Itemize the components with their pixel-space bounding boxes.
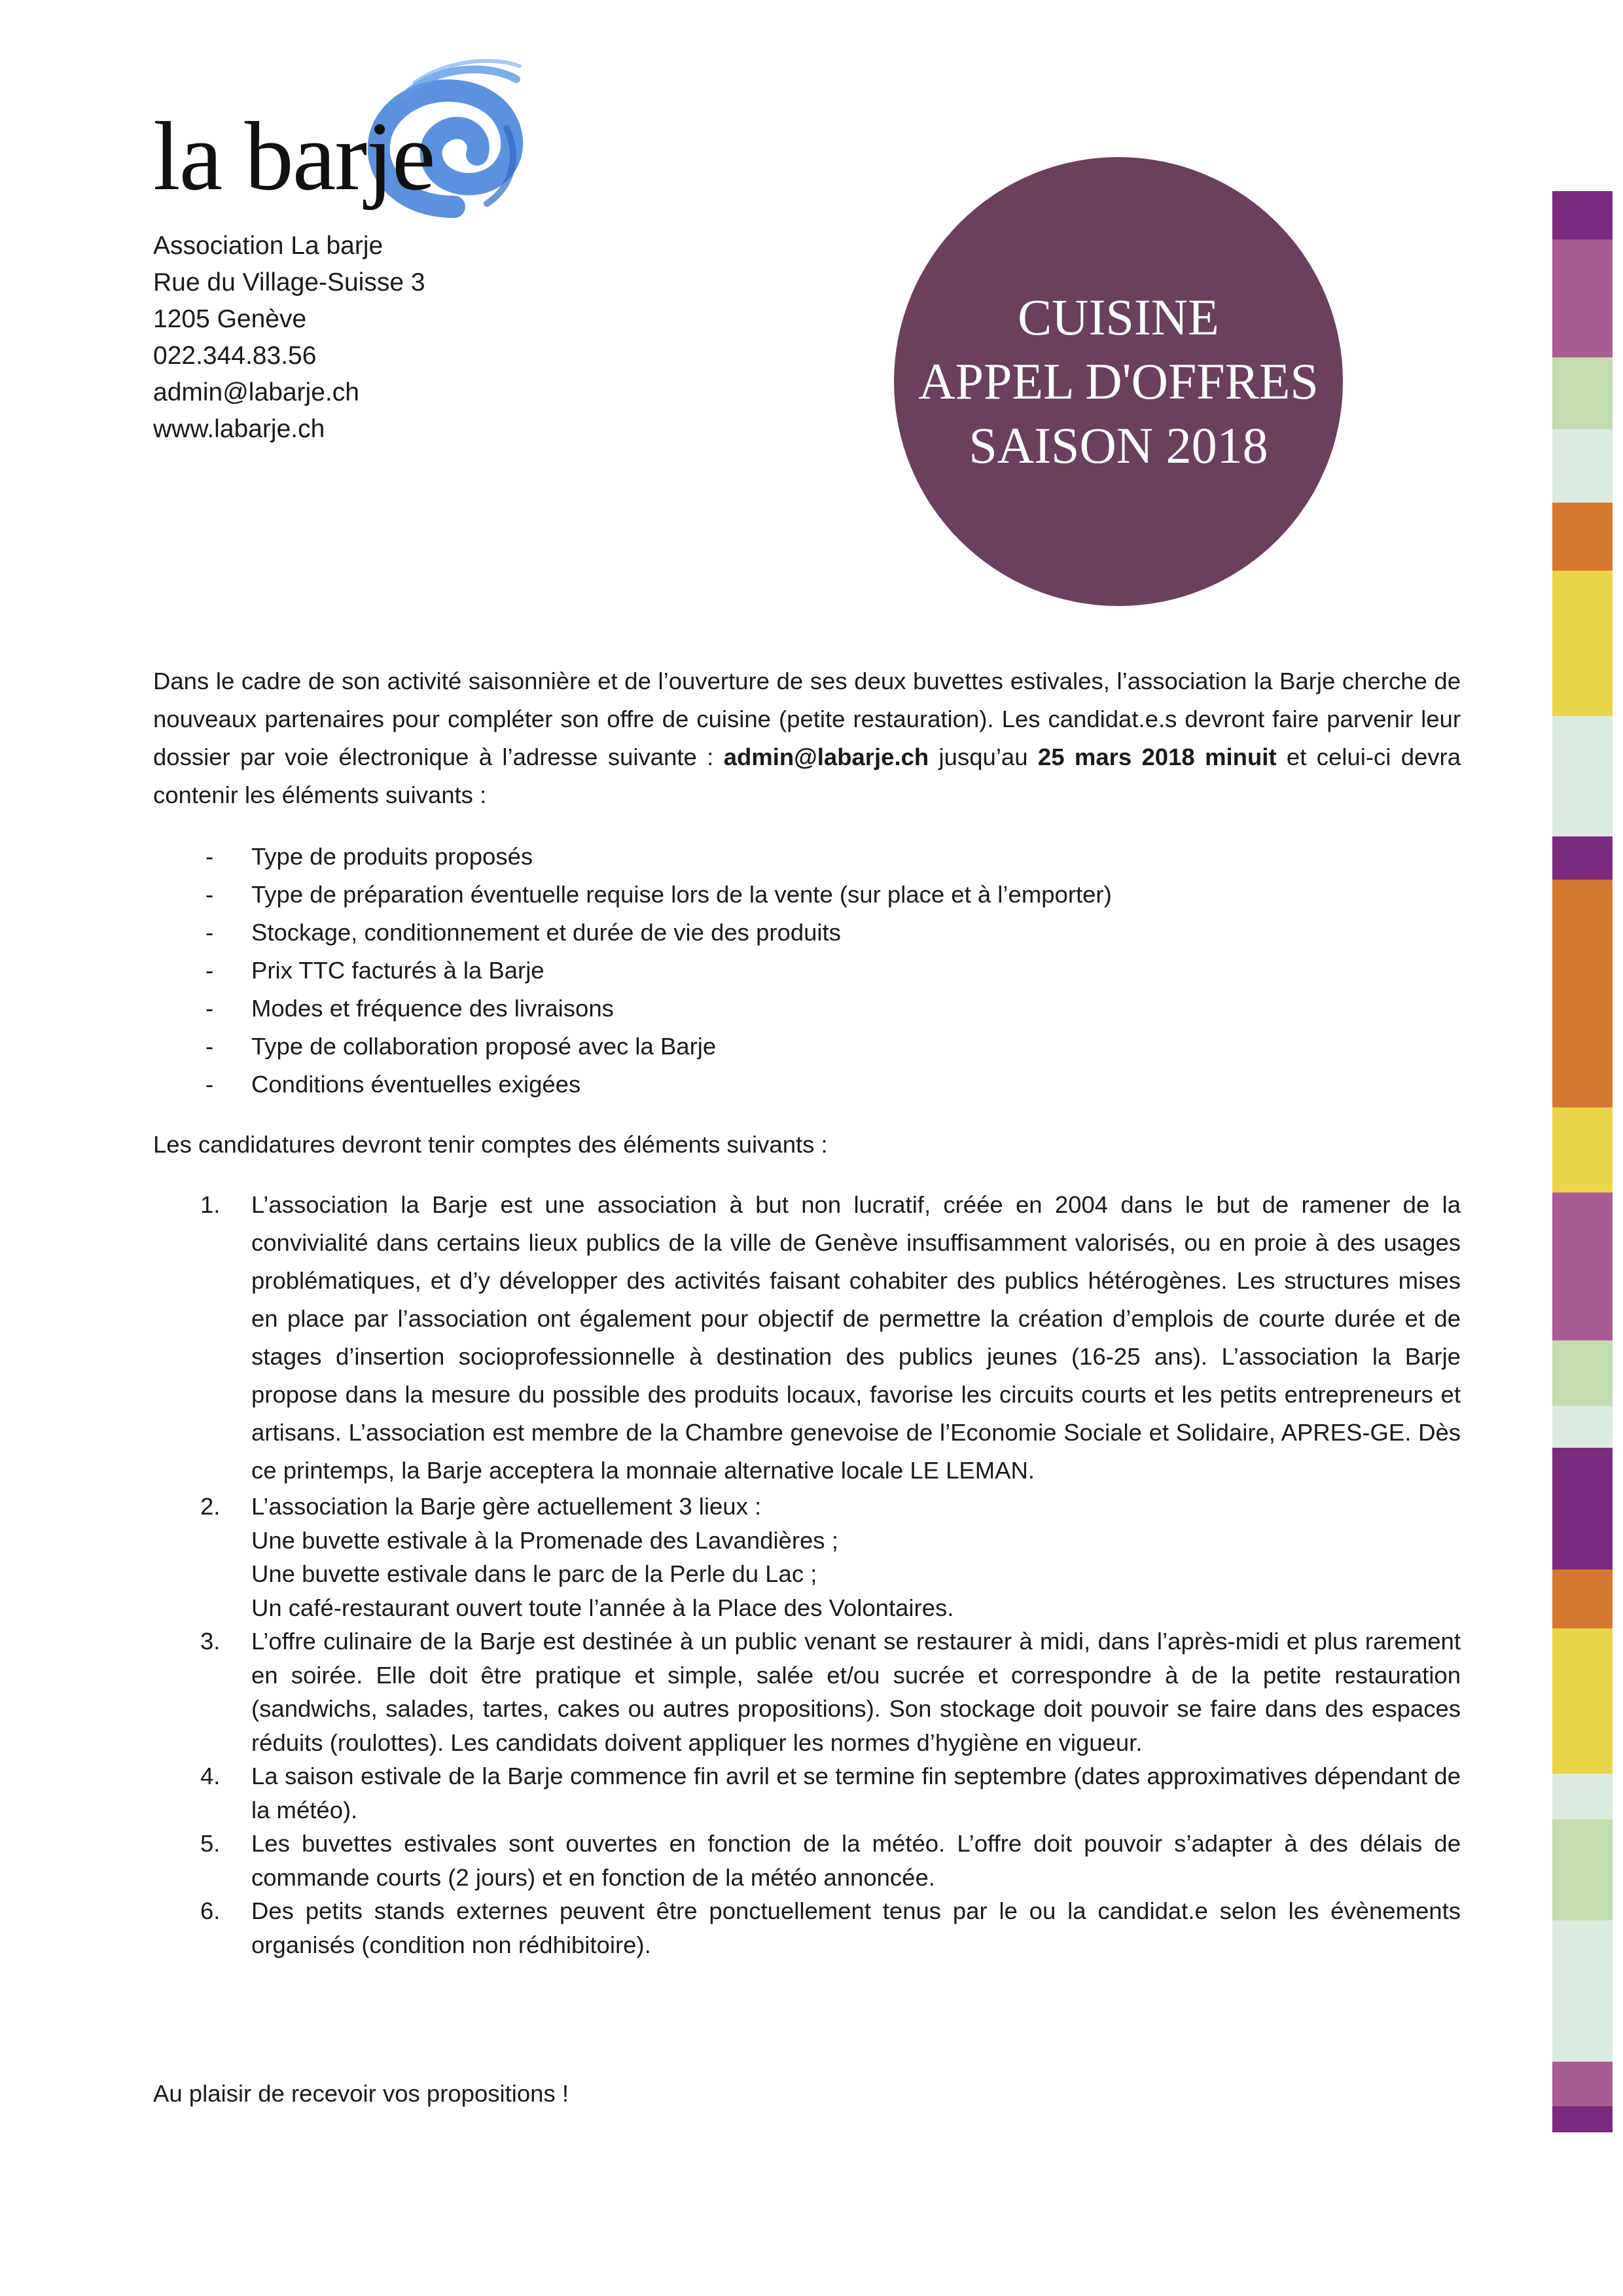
- logo-text: la barje: [153, 102, 435, 211]
- logo: [153, 56, 454, 226]
- address-line-website[interactable]: www.labarje.ch: [153, 415, 325, 443]
- condition-item: 1. L’association la Barje est une association à but non lucratif, créée en 2004 dans le but de ramener de la convivialité dans certains lieux publics de la ville de Genève insuffisamment valorisés, ou en proie à des usages problématiques, et d’y développer des activités faisant cohabiter des publics hétérogènes. Les structures mises en place par l’association ont également pour objectif de permettre la création d’emplois de courte durée et de stages d’insertion socioprofessionnelle à destination des publics jeunes (16-25 ans). L’association la Barje propose dans la mesure du possible des produits locaux, favorise les circuits courts et les petits entrepreneurs et artisans. L’association est membre de la Chambre genevoise de l’Economie Sociale et Solidaire, APRES-GE. Dès ce printemps, la Barje acceptera la monnaie alternative locale LE LEMAN.: [200, 1191, 1461, 1484]
- stripe-segment: [1552, 1570, 1613, 1628]
- stripe-segment: [1552, 1340, 1613, 1406]
- address-line-association: Association La barje: [153, 232, 383, 260]
- stripe-segment: [1552, 357, 1613, 429]
- color-stripe: [1552, 191, 1613, 2132]
- condition-item: 4. La saison estivale de la Barje commence fin avril et se termine fin septembre (dates approximatives dépendant de la météo).: [200, 1763, 1461, 1823]
- stripe-segment: [1552, 836, 1613, 880]
- list-item: - Type de préparation éventuelle requise lors de la vente (sur place et à l’emporter): [205, 881, 1112, 908]
- intro-text-2: jusqu’au: [929, 744, 1038, 770]
- stripe-segment: [1552, 1406, 1613, 1448]
- conditions-lead: Les candidatures devront tenir comptes des éléments suivants :: [153, 1131, 828, 1158]
- stripe-segment: [1552, 1193, 1613, 1340]
- main-content: [153, 662, 1461, 1962]
- stripe-segment: [1552, 429, 1613, 503]
- conditions-list: [153, 1186, 1461, 1962]
- place-line: Une buvette estivale à la Promenade des Lavandières ;: [251, 1526, 838, 1554]
- intro-email[interactable]: admin@labarje.ch: [723, 744, 929, 770]
- intro-text-3: et celui-ci devra contenir les éléments suivants :: [153, 744, 1461, 808]
- intro-paragraph: [153, 662, 1461, 814]
- title-line-1: CUISINE: [1018, 289, 1219, 346]
- list-item: - Type de collaboration proposé avec la Barje: [205, 1033, 717, 1060]
- stripe-segment: [1552, 1107, 1613, 1193]
- stripe-segment: [1552, 503, 1613, 571]
- stripe-segment: [1552, 1774, 1613, 1820]
- stripe-segment: [1552, 2106, 1613, 2132]
- stripe-segment: [1552, 880, 1613, 1107]
- requirements-list: [153, 838, 1461, 1103]
- stripe-segment: [1552, 1448, 1613, 1570]
- stripe-segment: [1552, 716, 1613, 836]
- stripe-segment: [1552, 1820, 1613, 1920]
- list-item: - Modes et fréquence des livraisons: [205, 995, 614, 1022]
- intro-deadline: 25 mars 2018 minuit: [1037, 744, 1277, 770]
- title-line-2: APPEL D'OFFRES: [918, 353, 1319, 410]
- condition-item: 2. L’association la Barje gère actuellement 3 lieux : Une buvette estivale à la Promenade des Lavandières ; Une buvette estivale dans le parc de la Perle du Lac ; Un café-restaurant ouvert toute l’année à la Place des Volontaires.: [153, 1490, 1461, 1624]
- closing-line: Au plaisir de recevoir vos propositions !: [153, 2080, 569, 2107]
- stripe-segment: [1552, 240, 1613, 357]
- place-line: Un café-restaurant ouvert toute l’année à la Place des Volontaires.: [251, 1594, 954, 1621]
- list-item: - Type de produits proposés: [205, 843, 533, 870]
- title-line-3: SAISON 2018: [969, 417, 1268, 474]
- address-block: [153, 228, 425, 448]
- condition-item: 5. Les buvettes estivales sont ouvertes en fonction de la météo. L’offre doit pouvoir s’adapter à des délais de commande courts (2 jours) et en fonction de la météo annoncée.: [200, 1830, 1461, 1891]
- condition-item: 6. Des petits stands externes peuvent être ponctuellement tenus par le ou la candidat.e selon les évènements organisés (condition non rédhibitoire).: [200, 1897, 1461, 1958]
- intro-text-1: Dans le cadre de son activité saisonnière et de l’ouverture de ses deux buvettes estivales, l’association la Barje cherche de nouveaux partenaires pour compléter son offre de cuisine (petite restauration). Les candidat.e.s devront faire parvenir leur dossier par voie électronique à l’adresse suivante :: [153, 668, 1461, 770]
- address-line-email[interactable]: admin@labarje.ch: [153, 378, 359, 406]
- stripe-segment: [1552, 191, 1613, 240]
- place-line: Une buvette estivale dans le parc de la Perle du Lac ;: [251, 1560, 817, 1587]
- address-line-city: 1205 Genève: [153, 305, 307, 333]
- address-line-street: Rue du Village-Suisse 3: [153, 268, 425, 296]
- stripe-segment: [1552, 1628, 1613, 1774]
- list-item: - Stockage, conditionnement et durée de vie des produits: [205, 919, 841, 946]
- title-badge: [894, 157, 1343, 606]
- stripe-segment: [1552, 571, 1613, 716]
- list-item: - Prix TTC facturés à la Barje: [205, 957, 544, 984]
- list-item: - Conditions éventuelles exigées: [205, 1071, 581, 1098]
- condition-item: 3. L’offre culinaire de la Barje est destinée à un public venant se restaurer à midi, dans l’après-midi et plus rarement en soirée. Elle doit être pratique et simple, salée et/ou sucrée et correspondre à de la petite restauration (sandwichs, salades, tartes, cakes ou autres propositions). Son stockage doit pouvoir se faire dans des espaces réduits (roulottes). Les candidats doivent appliquer les normes d’hygiène en vigueur.: [200, 1628, 1461, 1756]
- stripe-segment: [1552, 2062, 1613, 2106]
- stripe-segment: [1552, 1920, 1613, 2062]
- address-line-phone: 022.344.83.56: [153, 342, 317, 370]
